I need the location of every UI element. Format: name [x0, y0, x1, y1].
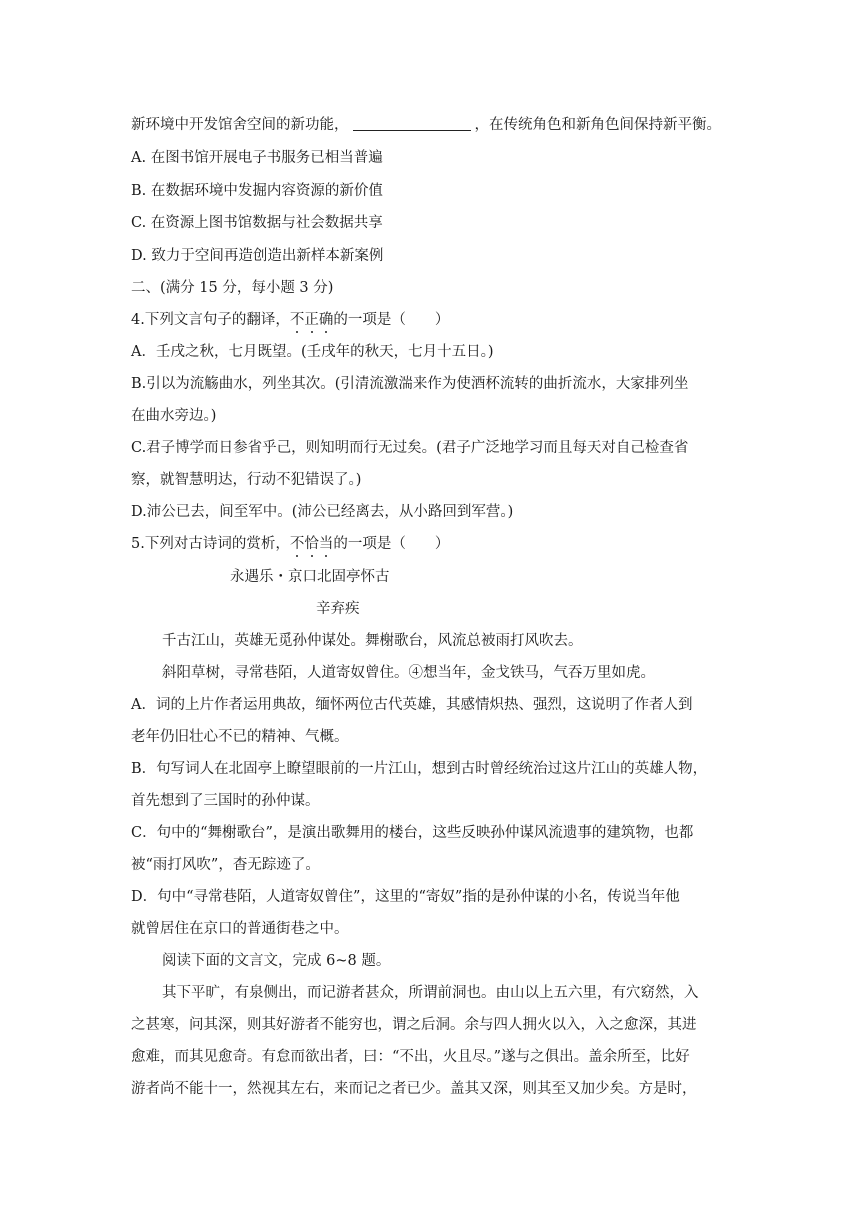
q4-option-b-line2: 在曲水旁边。) [131, 408, 217, 424]
q5-option-b-line1: B．句写词人在北固亭上瞭望眼前的一片江山，想到古时曾经统治过这片江山的英雄人物， [131, 761, 708, 777]
q5-option-c-line2: 被“雨打风吹”，杳无踪迹了。 [131, 857, 320, 873]
q5-stem-pre: 5.下列对古诗词的赏析， [131, 536, 290, 552]
q4-option-b-line1: B.引以为流觞曲水，列坐其次。(引清流激湍来作为使酒杯流转的曲折流水，大家排列坐 [131, 376, 689, 392]
q3-stem [131, 115, 721, 135]
poem-author: 辛弃疾 [316, 601, 360, 617]
reading-intro: 阅读下面的文言文，完成 6~8 题。 [162, 953, 391, 969]
q5-option-d-line1: D．句中“寻常巷陌，人道寄奴曾住”，这里的“寄奴”指的是孙仲谋的小名，传说当年他 [131, 889, 680, 905]
q5-option-a-line2: 老年仍旧壮心不已的精神、气概。 [131, 729, 349, 745]
q3-option-b: B. 在数据环境中发掘内容资源的新价值 [131, 183, 383, 199]
q4-stem [131, 310, 449, 330]
passage-line-1: 其下平旷，有泉侧出，而记游者甚众，所谓前洞也。由山以上五六里，有穴窈然，入 [162, 985, 699, 1001]
q3-stem-after: ，在传统角色和新角色间保持新平衡。 [474, 117, 721, 133]
passage-line-2: 之甚寒，问其深，则其好游者不能穷也，谓之后洞。余与四人拥火以入，入之愈深，其进 [131, 1017, 697, 1033]
q5-stem [131, 534, 449, 554]
answer-blank [353, 116, 471, 131]
q4-option-a: A．壬戌之秋，七月既望。(壬戌年的秋天，七月十五日。) [131, 344, 494, 360]
q4-emphasis-char: 不 [289, 312, 305, 328]
passage-line-4: 游者尚不能十一，然视其左右，来而记之者已少。盖其又深，则其至又加少矣。方是时， [131, 1081, 697, 1097]
q4-option-c-line1: C.君子博学而日参省乎己，则知明而行无过矣。(君子广泛地学习而且每天对自己检查省 [131, 440, 689, 456]
q4-stem-post: 的一项是（ ） [333, 312, 450, 328]
q4-stem-pre: 4.下列文言句子的翻译， [131, 312, 290, 328]
q5-stem-post: 的一项是（ ） [333, 536, 450, 552]
q5-emphasis-char: 不 [289, 536, 305, 552]
q4-emphasis-char: 正 [304, 312, 319, 328]
q5-emphasis-char: 当 [318, 536, 334, 552]
q3-option-a: A. 在图书馆开展电子书服务已相当普遍 [131, 150, 383, 166]
poem-title: 永遇乐・京口北固亭怀古 [230, 569, 390, 585]
q4-option-c-line2: 察，就智慧明达，行动不犯错误了。) [131, 472, 362, 488]
q5-option-c-line1: C．句中的“舞榭歌台”，是演出歌舞用的楼台，这些反映孙仲谋风流遗事的建筑物，也都 [131, 825, 694, 841]
q4-emphasis-char: 确 [318, 312, 334, 328]
q3-option-d: D. 致力于空间再造创造出新样本新案例 [131, 248, 384, 264]
q5-option-b-line2: 首先想到了三国时的孙仲谋。 [131, 793, 320, 809]
q5-option-d-line2: 就曾居住在京口的普通街巷之中。 [131, 921, 349, 937]
poem-line-2: 斜阳草树，寻常巷陌，人道寄奴曾住。④想当年，金戈铁马，气吞万里如虎。 [162, 665, 655, 681]
q5-option-a-line1: A．词的上片作者运用典故，缅怀两位古代英雄，其感情炽热、强烈，这说明了作者人到 [131, 697, 693, 713]
q3-stem-before: 新环境中开发馆舍空间的新功能， [131, 117, 349, 133]
q3-option-c: C. 在资源上图书馆数据与社会数据共享 [131, 215, 383, 231]
section2-heading: 二、(满分 15 分，每小题 3 分) [131, 280, 334, 296]
q4-option-d: D.沛公已去，间至军中。(沛公已经离去，从小路回到军营。) [131, 504, 514, 520]
passage-line-3: 愈难，而其见愈奇。有怠而欲出者，曰：“不出，火且尽。”遂与之俱出。盖余所至，比好 [131, 1049, 690, 1065]
q5-emphasis-char: 恰 [304, 536, 319, 552]
poem-line-1: 千古江山，英雄无觅孙仲谋处。舞榭歌台，风流总被雨打风吹去。 [162, 633, 583, 649]
